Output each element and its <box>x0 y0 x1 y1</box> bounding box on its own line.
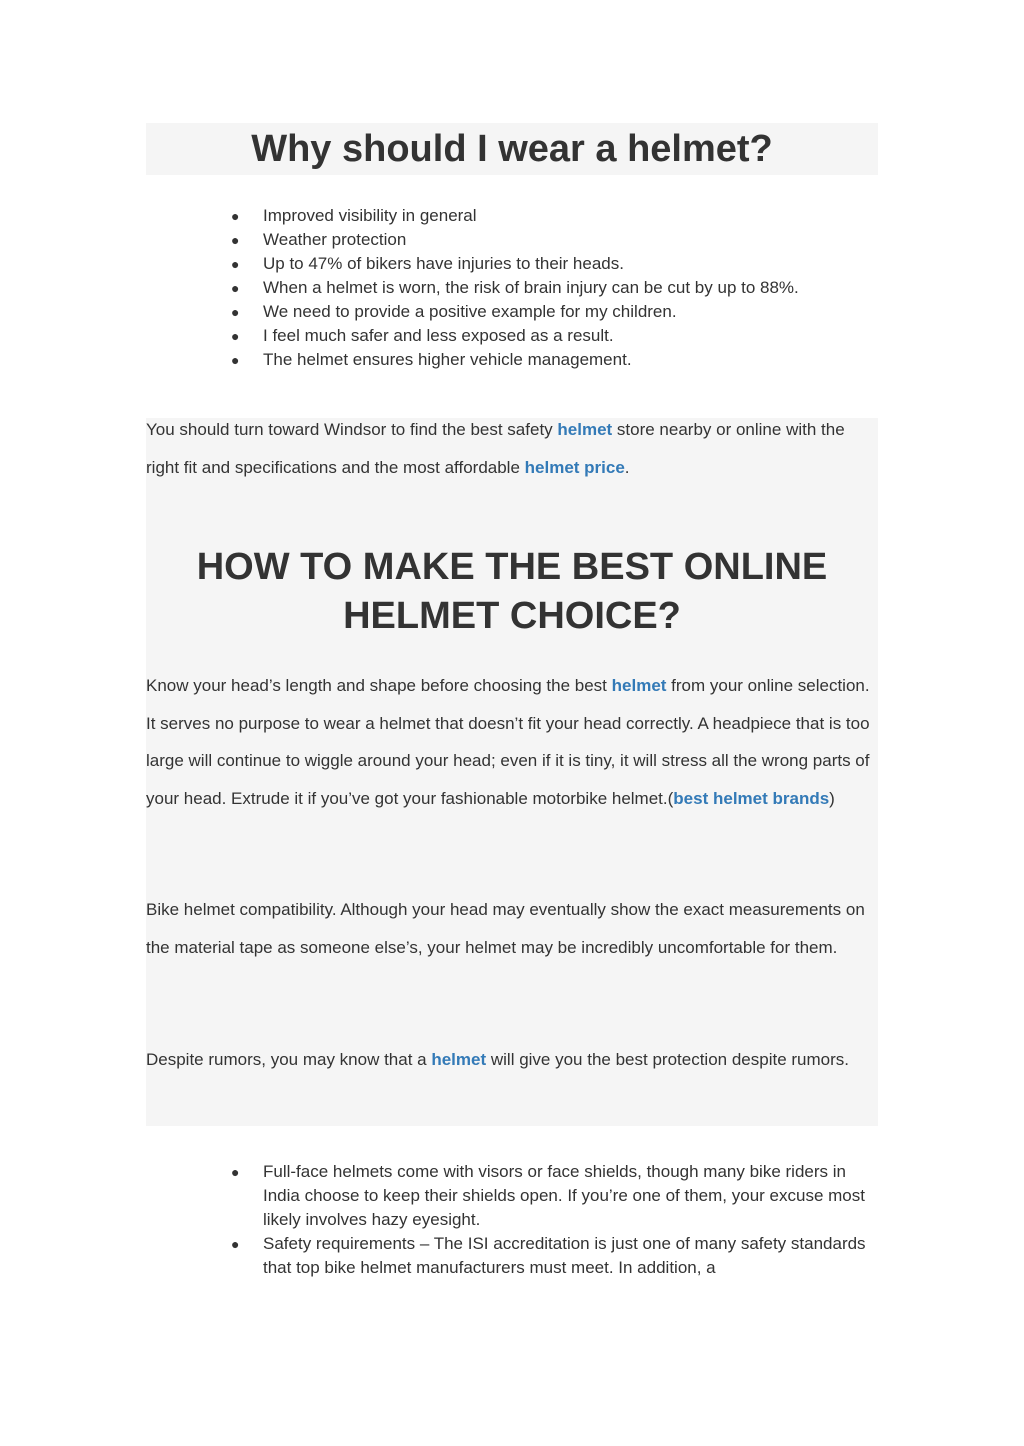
page-title: Why should I wear a helmet? <box>251 128 773 170</box>
helmet-link[interactable]: helmet <box>557 420 613 439</box>
list-item: ● We need to provide a positive example for my children. <box>146 300 906 324</box>
paragraph-text: from your online selection. It serves no purpose to wear a helmet that doesn’t fit your head correctly. A headpiece that is too large will continue to wiggle around your head; even if it is tiny, it will stress all the wrong parts of your head. Extrude it if you’ve got your fashionable motorbike helmet.( <box>146 676 870 808</box>
paragraph-text: ) <box>829 788 835 808</box>
list-item: ● The helmet ensures higher vehicle management. <box>146 348 906 372</box>
list-item: ● When a helmet is worn, the risk of brain injury can be cut by up to 88%. <box>146 276 906 300</box>
benefits-list <box>146 204 906 372</box>
paragraph-text: will give you the best protection despite rumors. <box>486 1050 849 1069</box>
paragraph-text: store nearby or online with the right fit and specifications and the most affordable <box>146 420 845 477</box>
list-item: ● I feel much safer and less exposed as a result. <box>146 324 906 348</box>
title-band <box>146 123 878 175</box>
head-size-paragraph <box>146 667 874 817</box>
compatibility-paragraph: Bike helmet compatibility. Although your head may eventually show the exact measurements on the material tape as someone else’s, your helmet may be incredibly uncomfortable for them. <box>146 900 865 957</box>
list-item: ● Up to 47% of bikers have injuries to their heads. <box>146 252 906 276</box>
paragraph-text: Despite rumors, you may know that a <box>146 1050 432 1069</box>
features-list <box>146 1160 881 1280</box>
paragraph-text: . <box>624 457 630 477</box>
helmet-link[interactable]: helmet <box>431 1050 487 1069</box>
paragraph-text: Know your head’s length and shape before choosing the best <box>146 676 612 695</box>
best-helmet-brands-link[interactable]: best helmet brands <box>673 788 830 808</box>
rumors-paragraph <box>146 1041 874 1079</box>
section-heading: HOW TO MAKE THE BEST ONLINE HELMET CHOICE? <box>196 546 828 637</box>
windsor-paragraph <box>146 411 874 486</box>
helmet-price-link[interactable]: helmet price <box>524 457 625 477</box>
paragraph-text: You should turn toward Windsor to find the best safety <box>146 420 558 439</box>
list-item: ● Weather protection <box>146 228 906 252</box>
list-item: ● Full-face helmets come with visors or face shields, though many bike riders in India choose to keep their shields open. If you’re one of them, your excuse most likely involves hazy eyesight. <box>146 1160 881 1232</box>
list-item: ● Safety requirements – The ISI accreditation is just one of many safety standards that top bike helmet manufacturers must meet. In addition, a <box>146 1232 881 1280</box>
helmet-link[interactable]: helmet <box>611 676 667 695</box>
list-item: ● Improved visibility in general <box>146 204 906 228</box>
